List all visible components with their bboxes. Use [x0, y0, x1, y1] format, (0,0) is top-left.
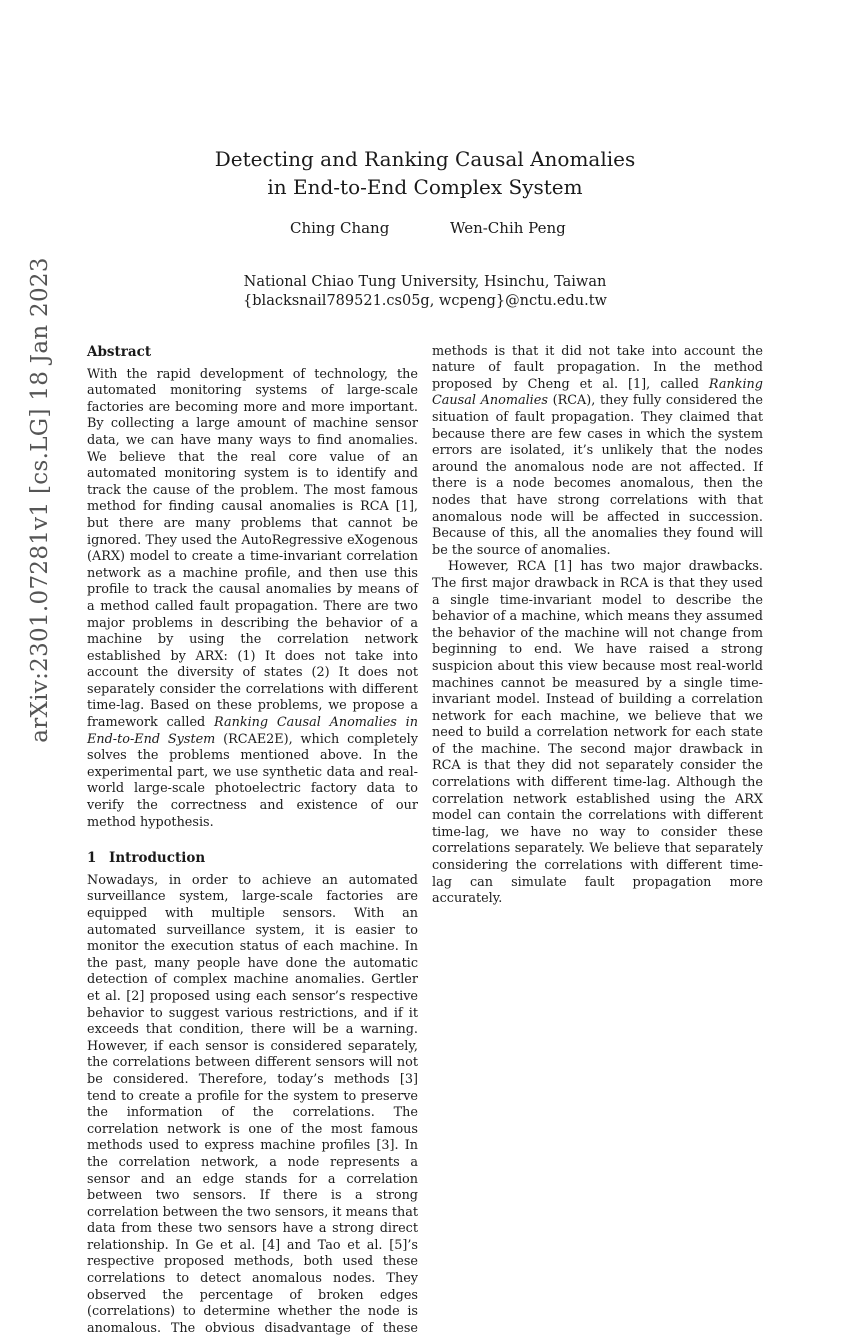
left-column: [87, 344, 418, 1337]
title-line-1: Detecting and Ranking Causal Anomalies: [214, 147, 636, 171]
abstract-text: With the rapid development of technology, the automated monitoring systems of large-scale factories are becoming more and more important. By collecting a large amount of machine sensor data, we can have many ways to find anomalies. We believe that the real core value of an automated monitoring system is to identify and track the cause of the problem. The most famous method for finding causal anomalies is RCA [1], but there are many problems that cannot be ignored. They used the AutoRegressive eXogenous (ARX) model to create a time-invariant correlation network as a machine profile, and then use this profile to track the causal anomalies by means of a method called fault propagation. There are two major problems in describing the behavior of a machine by using the correlation network established by ARX: (1) It does not take into account the diversity of states (2) It does not separately consider the correlations with different time-lag. Based on these problems, we propose a framework called Ranking Causal Anomalies in End-to-End System (RCAE2E), which completely solves the problems mentioned above. In the experimental part, we use synthetic data and real-world large-scale photoelectric factory data to verify the correctness and existence of our method hypothesis.: [87, 366, 418, 830]
arxiv-stamp-text: arXiv:2301.07281v1 [cs.LG] 18 Jan 2023: [27, 257, 53, 743]
intro-continuation: [432, 344, 763, 908]
institution: National Chiao Tung University, Hsinchu, Taiwan: [243, 274, 607, 290]
right-column: [432, 344, 763, 1024]
paper-title: [150, 145, 700, 201]
intro-paragraph-1-cont: methods is that it did not take into account the nature of fault propagation. In the method proposed by Cheng et al. [1], called Ranking Causal Anomalies (RCA), they fully considered the situation of fault propagation. They claimed that because there are few cases in which the system errors are isolated, it’s unlikely that the nodes around the anomalous node are not affected. If there is a node becomes anomalous, then the nodes that have strong correlations with that anomalous node will be affected in succession. Because of this, all the anomalies they found will be the source of anomalies.: [432, 344, 763, 558]
intro-continuation-clip: [432, 344, 763, 1024]
section-heading-introduction: [87, 850, 418, 867]
section-title: Introduction: [109, 850, 206, 867]
arxiv-stamp: [20, 257, 60, 743]
author-name: Wen-Chih Peng: [450, 219, 566, 237]
author-name: Ching Chang: [290, 219, 390, 237]
section-number: 1: [87, 850, 97, 867]
author-emails: {blacksnail789521.cs05g, wcpeng}@nctu.edu.tw: [243, 293, 607, 309]
intro-part-1-clip: [87, 873, 418, 1337]
intro-paragraph-2: However, RCA [1] has two major drawbacks. The first major drawback in RCA is that they used a single time-invariant model to describe the behavior of a machine, which means they assumed the behavior of the machine will not change from beginning to end. We have raised a strong suspicion about this view because most real-world machines cannot be measured by a single time-invariant model. Instead of building a correlation network for each machine, we believe that we need to build a correlation network for each state of the machine. The second major drawback in RCA is that they did not separately consider the correlations with different time-lag. Although the correlation network established using the ARX model can contain the correlations with different time-lag, we have no way to consider these correlations separately. We believe that separately considering the correlations with different time-lag can simulate fault propagation more accurately.: [432, 559, 763, 907]
affiliation: [0, 273, 850, 311]
title-line-2: in End-to-End Complex System: [267, 175, 583, 199]
intro-paragraph-1: Nowadays, in order to achieve an automated surveillance system, large-scale factories are equipped with multiple sensors. With an automated surveillance system, it is easier to monitor the execution status of each machine. In the past, many people have done the automatic detection of complex machine anomalies. Gertler et al. [2] proposed using each sensor’s respective behavior to suggest various restrictions, and if it exceeds that condition, there will be a warning. However, if each sensor is considered separately, the correlations between different sensors will not be considered. Therefore, today’s methods [3] tend to create a profile for the system to preserve the information of the correlations. The correlation network is one of the most famous methods used to express machine profiles [3]. In the correlation network, a node represents a sensor and an edge stands for a correlation between two sensors. If there is a strong correlation between the two sensors, it means that data from these two sensors have a strong direct relationship. In Ge et al. [4] and Tao et al. [5]’s respective proposed methods, both used these correlations to detect anomalous nodes. They observed the percentage of broken edges (correlations) to determine whether the node is anomalous. The obvious disadvantage of these: [87, 872, 418, 1336]
abstract-heading: Abstract: [87, 344, 152, 360]
